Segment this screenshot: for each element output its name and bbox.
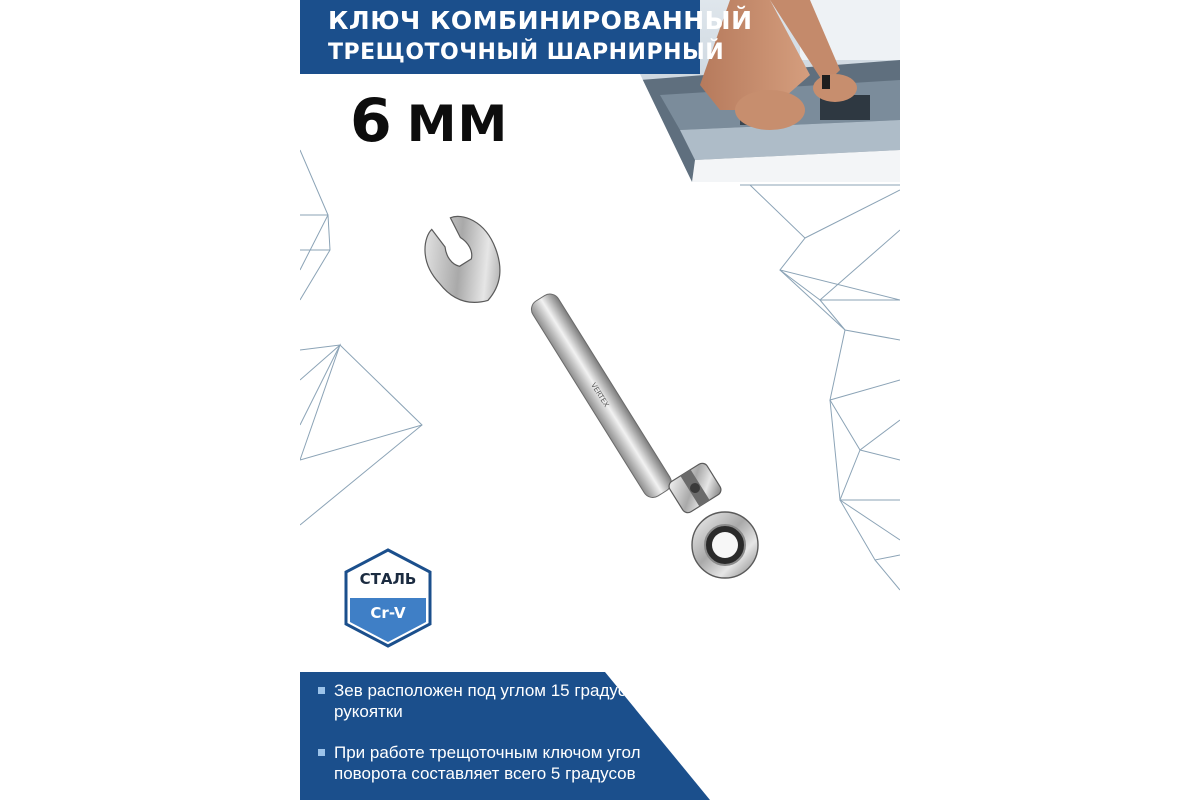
badge-crv-label: Cr-V xyxy=(370,604,406,622)
bullet-icon xyxy=(318,687,325,694)
hexagon-steel-badge-icon xyxy=(342,548,434,648)
product-title-line1: КЛЮЧ КОМБИНИРОВАННЫЙ xyxy=(328,6,753,35)
feature-item xyxy=(318,680,714,722)
bullet-icon xyxy=(318,749,325,756)
product-title-line2: ТРЕЩОТОЧНЫЙ ШАРНИРНЫЙ xyxy=(328,40,725,65)
svg-text:VERTEX: VERTEX xyxy=(589,381,611,409)
product-card xyxy=(300,0,900,800)
feature-text: Зев расположен под углом 15 градусов к оси рукоятки xyxy=(334,681,690,721)
size-unit: ММ xyxy=(406,95,509,153)
feature-text: При работе трещоточным ключом угол поворота составляет всего 5 градусов xyxy=(334,743,641,783)
feature-item xyxy=(318,742,714,784)
badge-steel-label: СТАЛЬ xyxy=(359,570,417,588)
size-value: 6 xyxy=(350,86,393,156)
